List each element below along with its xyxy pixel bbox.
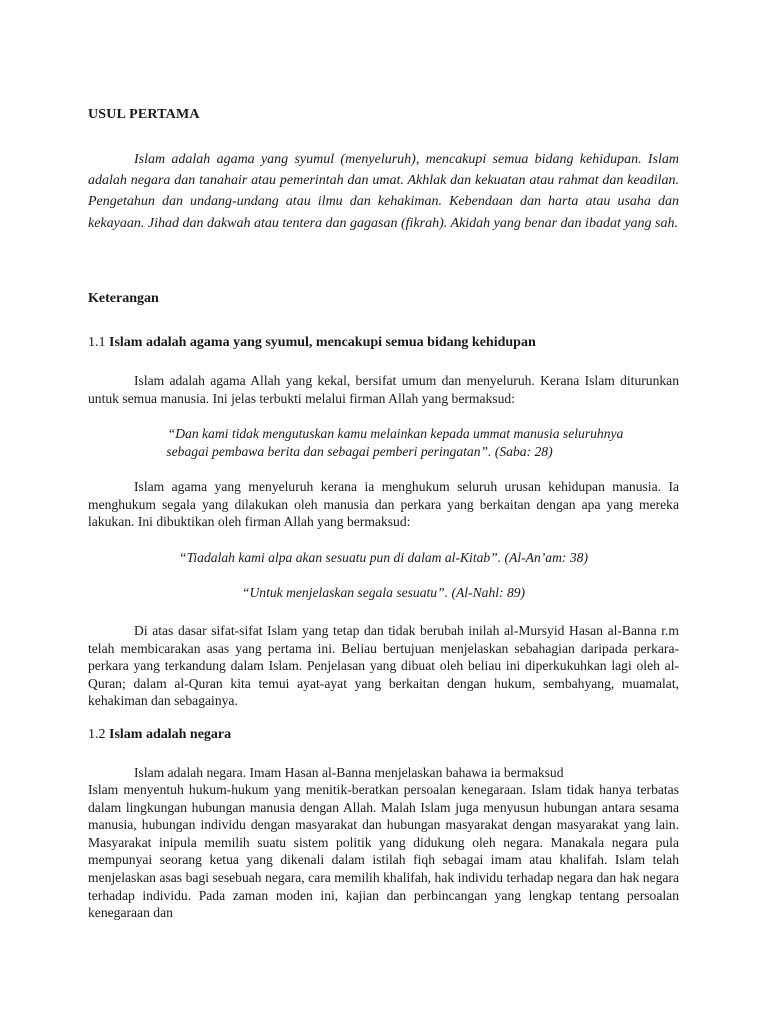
keterangan-heading: Keterangan <box>88 291 159 306</box>
quote-saba-line-1: “Dan kami tidak mengutuskan kamu melainkan kepada ummat manusia seluruhnya <box>167 426 624 441</box>
section-2-paragraph-body: Islam menyentuh hukum-hukum yang menitik-beratkan persoalan kenegaraan. Islam tidak hanya terbatas dalam lingkungan hubungan manusia dengan Allah. Malah Islam juga menyusun hubungan antara sesama manusia, hubungan individu dengan masyarakat dan hubungan masyarakat dengan masyarakat yang lain. Masyarakat inipula memilih suatu sistem politik yang didukung oleh negara. Manakala negara pula mempunyai seorang ketua yang dikenali dalam istilah fiqh sebagai imam atau khalifah. Islam telah menjelaskan asas bagi sesebuah negara, cara memilih khalifah, hak individu terhadap negara dan hak negara terhadap individu. Pada zaman moden ini, kajian dan perbincangan yang lengkap tentang persoalan kenegaraan dan <box>88 782 679 921</box>
section-1-paragraph-1: Islam adalah agama Allah yang kekal, bersifat umum dan menyeluruh. Kerana Islam diturunkan untuk semua manusia. Ini jelas terbukti melalui firman Allah yang bermaksud: <box>88 373 679 406</box>
section-1-paragraph-2: Islam agama yang menyeluruh kerana ia menghukum seluruh urusan kehidupan manusia. Ia menghukum segala yang dilakukan oleh manusia dan perkara yang berkaitan dengan apa yang mereka lakukan. Ini dibuktikan oleh firman Allah yang bermaksud: <box>88 479 679 530</box>
section-1-number: 1.1 <box>88 335 106 350</box>
quote-saba-line-2: sebagai pembawa berita dan sebagai pemberi peringatan”. (Saba: 28) <box>166 444 553 459</box>
section-1-heading <box>88 335 536 351</box>
section-1-paragraph-3: Di atas dasar sifat-sifat Islam yang tetap dan tidak berubah inilah al-Mursyid Hasan al-Banna r.m telah membicarakan asas yang pertama ini. Beliau bertujuan menjelaskan sebahagian daripada perkara-perkara yang terkandung dalam Islam. Penjelasan yang dibuat oleh beliau ini diperkukuhkan lagi oleh al-Quran; dalam al-Quran kita temui ayat-ayat yang berkaitan dengan hukum, sembahyang, muamalat, kehakiman dan sebagainya. <box>88 623 679 709</box>
intro-paragraph: Islam adalah agama yang syumul (menyeluruh), mencakupi semua bidang kehidupan. Islam adalah negara dan tanahair atau pemerintah dan umat. Akhlak dan kekuatan atau rahmat dan keadilan. Pengetahun dan undang-undang atau ilmu dan kehakiman. Kebendaan dan harta atau usaha dan kekayaan. Jihad dan dakwah atau tentera dan gagasan (fikrah). Akidah yang benar dan ibadat yang sah. <box>88 152 679 231</box>
document-title: USUL PERTAMA <box>88 107 200 122</box>
section-2-heading <box>88 727 231 743</box>
section-2-number: 1.2 <box>88 727 106 742</box>
section-2-title: Islam adalah negara <box>109 727 232 742</box>
section-2-paragraph-first-line: Islam adalah negara. Imam Hasan al-Banna menjelaskan bahawa ia bermaksud <box>134 765 564 780</box>
section-1-title: Islam adalah agama yang syumul, mencakupi semua bidang kehidupan <box>109 335 536 350</box>
quote-al-nahl: “Untuk menjelaskan segala sesuatu”. (Al-Nahl: 89) <box>241 585 526 600</box>
quote-al-anam: “Tiadalah kami alpa akan sesuatu pun di dalam al-Kitab”. (Al-An’am: 38) <box>179 550 588 565</box>
